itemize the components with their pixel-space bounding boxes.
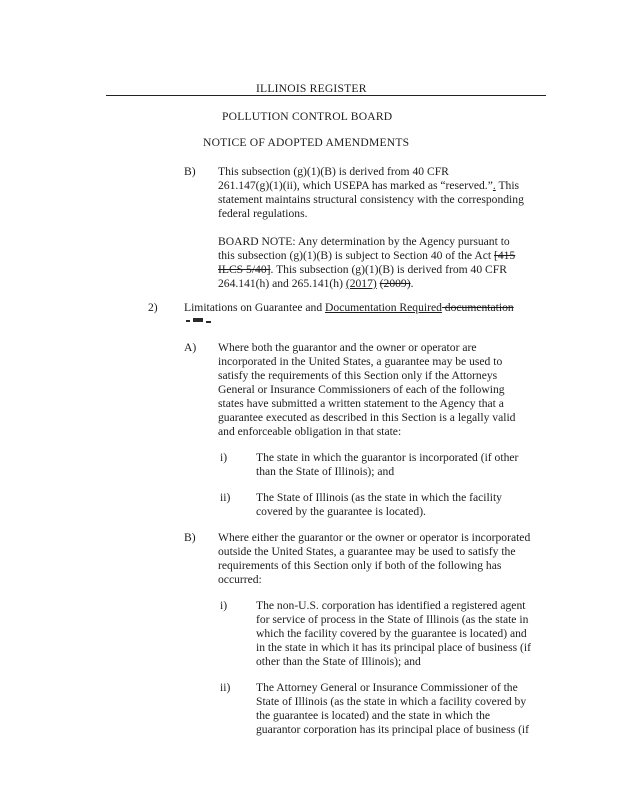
item-b-i-line-5: other than the State of Illinois); and [256,655,421,668]
board-note-line-2-text: this subsection (g)(1)(B) is subject to Section 40 of the [218,249,475,262]
item-a-ii-line-1: The State of Illinois (as the state in which the facility [256,491,502,504]
b-top-line-2-end: This [495,179,520,192]
b-top-line-1: This subsection (g)(1)(B) is derived from 40 CFR [218,165,449,178]
item-2-heading-text: Limitations on Guarantee and [184,301,326,314]
item-b-i-line-2: for service of process in the State of Illinois (as the state in [256,613,529,626]
item-b-ii-line-1: The Attorney General or Insurance Commissioner of the [256,681,518,694]
item-b-ii-line-4: guarantor corporation has its principal place of business (if [256,723,530,736]
b-top-line-2-period: . [492,179,496,192]
notice-title: NOTICE OF ADOPTED AMENDMENTS [203,136,410,149]
item-2-heading-inserted: Documentation Required [325,301,442,314]
item-b-i-line-4: in the state in which it has its principal place of business (if [256,641,531,654]
scan-artifact [186,318,212,323]
item-b-line-1: Where either the guarantor or the owner or operator is incorporated [218,531,531,544]
item-b-ii-line-3: the guarantee is located) and the state in which the [256,709,491,722]
item-b-i-label: i) [220,599,228,612]
board-note-line-1: BOARD NOTE: Any determination by the Agency pursuant to [218,235,510,248]
board-note-line-4 [218,277,414,291]
board-title: POLLUTION CONTROL BOARD [222,110,393,123]
item-label-b: B) [184,531,196,544]
item-2-heading [184,301,514,315]
item-b-ii-line-2: State of Illinois (as the state in which a facility covered by [256,695,527,708]
b-top-line-2 [218,179,519,193]
item-a-i-line-1: The state in which the guarantor is incorporated (if other [256,451,519,464]
item-b-line-4: occurred: [218,573,262,586]
item-a-line-6: guarantee executed as described in this Section is a legally valid [218,411,516,424]
board-note-act: Act [474,249,494,262]
item-a-line-5: states have submitted a written statement to the Agency that a [218,397,504,410]
board-note-line-3-text: . This subsection (g)(1)(B) is derived from 40 CFR [270,263,507,276]
item-label-b-top: B) [184,165,196,178]
b-top-line-2-text: 261.147(g)(1)(ii), which USEPA has marked as “reserved.” [218,179,493,192]
item-b-line-3: requirements of this Section only if both of the following has [218,559,502,572]
item-b-i-line-1: The non-U.S. corporation has identified a registered agent [256,599,526,612]
board-note-year-2009: (2009) [379,277,411,290]
item-a-line-3: satisfy the requirements of this Section only if the Attorneys [218,369,498,382]
board-note-line-4-text: 264.141(h) and 265.141(h) [218,277,346,290]
item-label-a: A) [184,341,197,354]
item-a-ii-line-2: covered by the guarantee is located). [256,505,426,518]
b-top-line-3: statement maintains structural consistency with the corresponding [218,193,524,206]
item-a-line-7: and enforceable obligation in that state: [218,425,402,438]
register-title: ILLINOIS REGISTER [256,82,367,95]
item-label-2: 2) [148,301,158,314]
board-note-line-3 [218,263,507,277]
item-b-line-2: outside the United States, a guarantee may be used to satisfy the [218,545,516,558]
item-a-ii-label: ii) [220,491,231,504]
item-a-line-2: incorporated in the United States, a guarantee may be used to [218,355,503,368]
board-note-struck-ilcs-2: ILCS 5/40] [218,263,271,276]
item-a-line-4: General or Insurance Commissioners of each of the following [218,383,505,396]
board-note-line-2 [218,249,515,263]
item-a-line-1: Where both the guarantor and the owner or operator are [218,341,477,354]
item-a-i-label: i) [220,451,228,464]
item-b-ii-label: ii) [220,681,231,694]
item-a-i-line-2: than the State of Illinois); and [256,465,395,478]
b-top-line-4: federal regulations. [218,207,308,220]
board-note-year-2017: (2017) [345,277,377,290]
item-b-i-line-3: which the facility covered by the guarantee is located) and [256,627,527,640]
board-note-period: . [410,277,414,290]
item-2-heading-struck: documentation [441,301,514,314]
board-note-struck-ilcs: [415 [493,249,516,262]
